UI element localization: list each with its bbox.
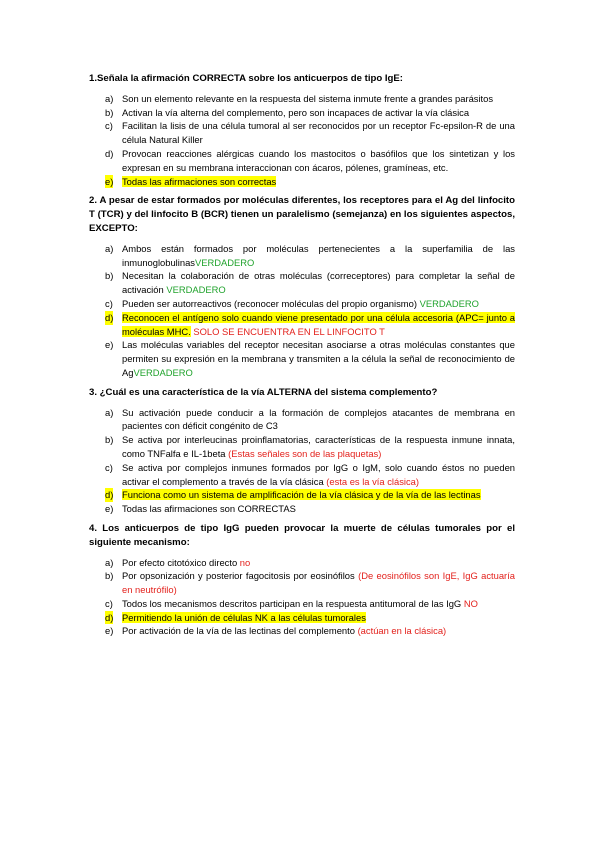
option-item: [89, 269, 515, 297]
option-letter: d): [105, 311, 114, 323]
option-item: [89, 406, 515, 434]
option-text-highlighted: Reconocen el antígeno solo cuando viene presentado por una célula accesoria (APC= junto a moléculas MHC.: [122, 311, 515, 337]
option-text-highlighted: Funciona como un sistema de amplificación de la vía clásica y de la vía de las lectinas: [122, 489, 481, 501]
annotation-note: (actúan en la clásica): [357, 625, 447, 637]
option-text: Todas las afirmaciones son CORRECTAS: [122, 503, 296, 515]
option-letter: b): [105, 570, 114, 582]
option-item: [89, 624, 515, 638]
option-item: [89, 556, 515, 570]
option-letter: e): [105, 625, 114, 637]
option-text: Las moléculas variables del receptor necesitan asociarse a otras moléculas constantes que permiten su expresión en la membrana y transmiten a la célula la señal de reconocimiento de Ag: [122, 339, 515, 378]
option-item-correct: [89, 488, 515, 502]
option-item: [89, 297, 515, 311]
option-item-correct: [89, 175, 515, 189]
option-text: Activan la vía alterna del complemento, pero son incapaces de activar la vía clásica: [122, 106, 470, 118]
option-text: Se activa por interleucinas proinflamatorias, características de la respuesta inmune innata, como TNFalfa e IL-1beta: [122, 434, 515, 459]
option-item: [89, 106, 515, 120]
annotation-note: VERDADERO: [133, 366, 193, 378]
option-text: Facilitan la lisis de una célula tumoral al ser reconocidos por un receptor Fc-epsilon-R de una célula Natural Killer: [122, 120, 515, 146]
option-text: Por activación de la vía de las lectinas del complemento: [122, 625, 355, 637]
option-text: Por efecto citotóxico directo: [122, 556, 238, 568]
option-letter: e): [105, 339, 114, 351]
annotation-note: VERDADERO: [166, 284, 226, 296]
option-letter: c): [105, 120, 113, 132]
question-title: 2. A pesar de estar formados por moléculas diferentes, los receptores para el Ag del linfocito T (TCR) y del linfocito B (BCR) tienen un paralelismo (semejanza) en los siguientes aspectos, EXCEPTO:: [89, 195, 515, 234]
option-letter: d): [105, 147, 114, 159]
option-text: Provocan reacciones alérgicas cuando los mastocitos o basófilos que los sintetizan y los expresan en su membrana interaccionan con ácaros, pólenes, gramíneas, etc.: [122, 147, 515, 173]
exam-content: [89, 72, 515, 644]
question-title: 4. Los anticuerpos de tipo IgG pueden provocar la muerte de células tumorales por el siguiente mecanismo:: [89, 522, 515, 548]
option-letter: b): [105, 106, 114, 118]
option-letter: e): [105, 175, 114, 187]
option-letter: c): [105, 297, 113, 309]
annotation-note: NO: [463, 597, 478, 609]
option-list: [89, 92, 515, 189]
option-text: Son un elemento relevante en la respuesta del sistema inmute frente a grandes parásitos: [122, 92, 494, 104]
option-item: [89, 338, 515, 379]
option-text: Ambos están formados por moléculas pertenecientes a la superfamilia de las inmunoglobulinas: [122, 242, 515, 268]
option-item: [89, 461, 515, 489]
option-text: Pueden ser autorreactivos (reconocer moléculas del propio organismo): [122, 297, 417, 309]
option-letter: b): [105, 434, 114, 446]
annotation-note: (De eosinófilos son IgE, IgG actuaría en neutrófilo): [122, 570, 515, 596]
annotation-note: VERDADERO: [419, 297, 479, 309]
option-text: Su activación puede conducir a la formación de complejos atacantes de membrana en pacientes con déficit congénito de C3: [122, 406, 515, 432]
annotation-note: SOLO SE ENCUENTRA EN EL LINFOCITO T: [193, 325, 385, 337]
option-list: [89, 242, 515, 380]
option-list: [89, 556, 515, 639]
option-letter: c): [105, 597, 113, 609]
option-letter: a): [105, 406, 114, 418]
option-text-highlighted: Todas las afirmaciones son correctas: [122, 175, 277, 187]
option-item: [89, 569, 515, 597]
option-text: Por opsonización y posterior fagocitosis por eosinófilos: [122, 570, 355, 582]
question-title: 3. ¿Cuál es una característica de la vía ALTERNA del sistema complemento?: [89, 386, 438, 398]
option-text: Necesitan la colaboración de otras moléculas (correceptores) para completar la señal de activación: [122, 270, 515, 296]
option-letter: a): [105, 556, 114, 568]
option-item: [89, 147, 515, 175]
option-item: [89, 242, 515, 270]
option-item: [89, 119, 515, 147]
option-list: [89, 406, 515, 516]
option-letter: d): [105, 611, 114, 623]
annotation-note: no: [239, 556, 251, 568]
option-item-correct: [89, 311, 515, 339]
annotation-note: (esta es la vía clásica): [326, 475, 420, 487]
option-text: Se activa por complejos inmunes formados por IgG o IgM, solo cuando éstos no pueden activar el complemento a través de la vía clásica: [122, 461, 515, 487]
option-item: [89, 433, 515, 461]
option-item: [89, 502, 515, 516]
option-text: Todos los mecanismos descritos participan en la respuesta antitumoral de las IgG: [122, 597, 462, 609]
option-letter: b): [105, 270, 114, 282]
option-text-highlighted: Permitiendo la unión de células NK a las células tumorales: [122, 611, 366, 623]
option-letter: a): [105, 92, 114, 104]
option-letter: c): [105, 461, 113, 473]
option-letter: d): [105, 489, 114, 501]
option-item: [89, 597, 515, 611]
option-item: [89, 92, 515, 106]
annotation-note: (Estas señales son de las plaquetas): [228, 447, 382, 459]
option-item-correct: [89, 611, 515, 625]
option-letter: e): [105, 503, 114, 515]
annotation-note: VERDADERO: [194, 256, 255, 268]
question-title: 1.Señala la afirmación CORRECTA sobre los anticuerpos de tipo IgE:: [89, 73, 403, 84]
option-letter: a): [105, 242, 114, 254]
